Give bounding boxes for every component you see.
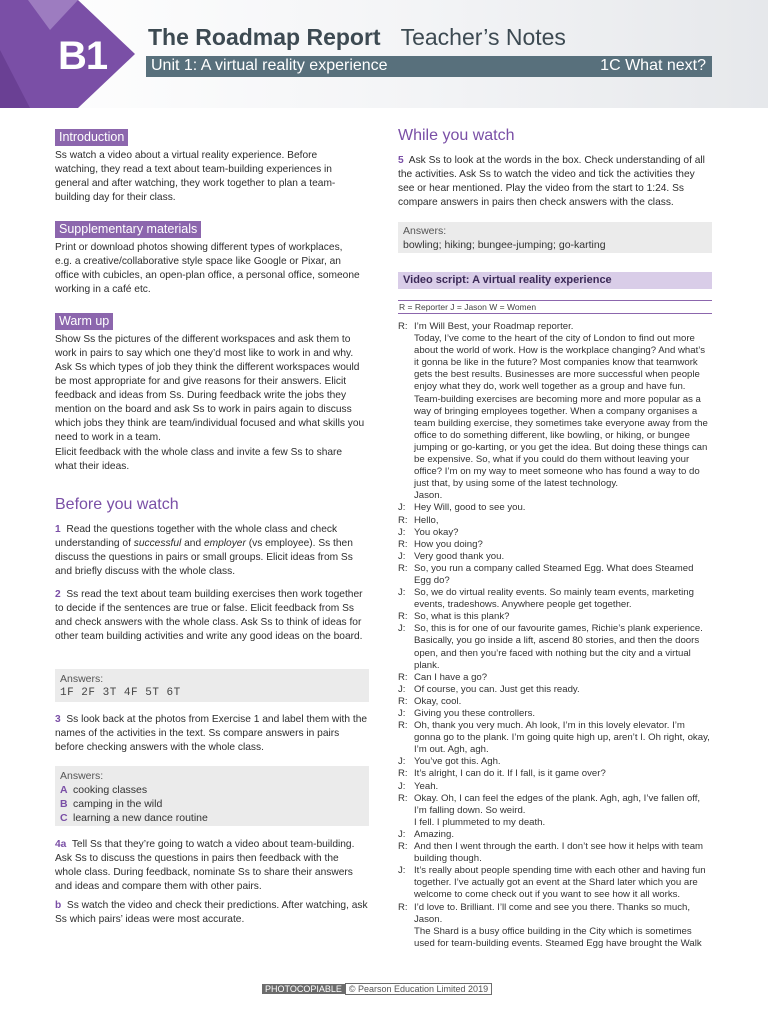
script-text: It’s really about people spending time with each other and having fun together. I’ve actually got an event at the Shard later which you are welcome to come check out if you want to see how it all works. (414, 865, 706, 901)
script-line (398, 902, 712, 926)
script-line (398, 502, 712, 514)
script-line (398, 708, 712, 720)
script-line (398, 781, 712, 793)
speaker-label: J: (398, 865, 406, 877)
speaker-label: R: (398, 514, 408, 526)
script-line (398, 587, 712, 611)
script-text: Yeah. (414, 780, 439, 792)
unit-title: Unit 1: A virtual reality experience (151, 57, 388, 74)
video-script (398, 321, 712, 950)
script-text: Oh, thank you very much. Ah look, I’m in this lovely elevator. I’m gonna go to the plank. I’m going quite high up, aren’t I. Oh right, okay, I’m out. Agh, agh. (414, 720, 710, 756)
speaker-label: J: (398, 587, 406, 599)
script-line (398, 672, 712, 684)
script-text: And then I went through the earth. I don’t see how it helps with team building though. (414, 841, 704, 865)
speaker-label: R: (398, 792, 408, 804)
exercise-2-number: 2 (55, 589, 61, 600)
script-line (398, 841, 712, 865)
script-text: Okay. Oh, I can feel the edges of the plank. Agh, agh, I’ve fallen off, I’m falling down. So weird. (414, 792, 701, 816)
script-line (398, 696, 712, 708)
speaker-label: J: (398, 623, 406, 635)
speaker-label: J: (398, 550, 406, 562)
script-text: Amazing. (414, 828, 454, 840)
script-line (398, 817, 712, 829)
script-line (398, 321, 712, 333)
before-you-watch-heading: Before you watch (55, 496, 179, 513)
script-text: It’s alright, I can do it. If I fall, is it game over? (414, 768, 606, 780)
answers-label: Answers: (60, 673, 104, 685)
script-text: Can I have a go? (414, 671, 488, 683)
lesson-label: 1C What next? (600, 57, 706, 74)
script-line (398, 551, 712, 563)
script-text: Hello, (414, 514, 439, 526)
speaker-key: R = Reporter J = Jason W = Women (398, 300, 712, 314)
script-line (398, 684, 712, 696)
script-line (398, 793, 712, 817)
supplementary-text: Print or download photos showing different types of workplaces, e.g. a creative/collaborative style space like Google or Pixar, an office with cubicles, an open-plan office, a personal office, someone working in a café etc. (55, 242, 360, 295)
video-script-title: Video script: A virtual reality experience (398, 272, 712, 289)
script-line (398, 563, 712, 587)
speaker-label (398, 926, 414, 950)
page-title (148, 24, 566, 51)
script-line (398, 623, 712, 671)
exercise-4a-number: 4a (55, 839, 67, 850)
speaker-label: J: (398, 780, 406, 792)
speaker-label: R: (398, 695, 408, 707)
script-text: Jason. (414, 490, 443, 502)
introduction-text: Ss watch a video about a virtual reality experience. Before watching, they read a text about team-building experiences in general and after watching, they work together to plan a team-building day for their class. (55, 150, 336, 203)
speaker-label: J: (398, 708, 406, 719)
exercise-4b-number: b (55, 900, 62, 911)
exercise-3: 3 Ss look back at the photos from Exercise 1 and label them with the names of the activities in the text. Ss compare answers in pairs before checking answers with the whole class. (55, 714, 368, 753)
script-text: So, you run a company called Steamed Egg. What does Steamed Egg do? (414, 562, 694, 586)
answers-2-values: 1F 2F 3T 4F 5T 6T (60, 687, 181, 699)
script-text: Very good thank you. (414, 550, 505, 562)
answers-5-values: bowling; hiking; bungee-jumping; go-karting (403, 239, 606, 251)
answer-item: C learning a new dance routine (60, 812, 208, 824)
speaker-label: J: (398, 828, 406, 840)
script-text: So, we do virtual reality events. So mainly team events, marketing events, tradeshows. Anywhere people get together. (414, 587, 694, 611)
speaker-label (398, 817, 414, 829)
speaker-label: J: (398, 756, 406, 768)
notes-subtitle: Teacher’s Notes (400, 24, 566, 50)
exercise-3-number: 3 (55, 714, 61, 725)
warmup-text-2: Elicit feedback with the whole class and invite a few Ss to share what their ideas. (55, 447, 343, 472)
warmup-tag: Warm up (55, 313, 113, 330)
script-text: How you doing? (414, 538, 483, 550)
script-line (398, 539, 712, 551)
script-line (398, 333, 712, 490)
script-line (398, 926, 712, 950)
script-text: So, this is for one of our favourite games, Richie’s plank experience. Basically, you go inside a lift, ascend 80 stories, and then the doors open, and then you’re faced with nothing but the city and a virtual plank. (414, 623, 703, 671)
script-text: Okay, cool. (414, 695, 462, 707)
script-text: I fell. I plummeted to my death. (414, 816, 546, 828)
script-line (398, 865, 712, 901)
script-text: You okay? (414, 526, 459, 538)
script-line (398, 720, 712, 756)
answers-box-3 (55, 766, 369, 826)
warmup-text: Show Ss the pictures of the different workspaces and ask them to work in pairs to say which one they’d most like to work in and why. Ask Ss which types of job they think the different workspaces would be most appropriate for and give reasons for their answers. Elicit feedback and ideas from Ss. During feedback write the jobs they mention on the board and ask Ss to work in pairs again to discuss which jobs they think are team/individual focused and what skills you need to work in a team. (55, 334, 365, 443)
exercise-4b: b Ss watch the video and check their predictions. After watching, ask Ss which pairs’ ideas were most accurate. (55, 900, 368, 925)
exercise-1-number: 1 (55, 524, 61, 535)
level-badge: B1 (58, 34, 108, 78)
script-text: Hey Will, good to see you. (414, 502, 526, 514)
answers-box-5 (398, 222, 712, 253)
exercise-2: 2 Ss read the text about team building exercises then work together to decide if the sentences are true or false. Elicit feedback from Ss and check answers with the whole class. Ask Ss to think of ideas for other team building activities and write any good ideas on the board. (55, 589, 363, 642)
copyright-text: © Pearson Education Limited 2019 (345, 983, 492, 995)
speaker-label: R: (398, 562, 408, 574)
speaker-label: R: (398, 538, 408, 550)
exercise-5: 5 Ask Ss to look at the words in the box. Check understanding of all the activities. Ask Ss to watch the video and tick the activities they see or hear mentioned. Play the video from the start to 1:24. Ss compare answers in pairs then check answers with the class. (398, 155, 705, 208)
answers-label: Answers: (403, 225, 447, 237)
script-text: Today, I’ve come to the heart of the city of London to find out more about the world of work. How is the workplace changing? And what’s it gonna be like in the future? Most companies know that teamwork gets the best results. Businesses are more successful when people enjoy what they do, work well together as a group and have fun. Team-building exercises are becoming more and more popular as a way of bringing employees together. When a company organises a team building exercise, they sometimes take everyone away from the office to do something different, like bowling, or hiking, or bungee jumping or go-karting, or you get the idea. But doing these things can be expensive. So, what if you could do them without leaving your office? I’m on my way to meet someone who has found a way to do just that, by using some of the latest technology. (414, 333, 708, 490)
script-line (398, 490, 712, 502)
speaker-label: R: (398, 768, 408, 780)
script-text: You’ve got this. Agh. (414, 756, 501, 768)
speaker-label: R: (398, 720, 408, 732)
unit-bar (146, 56, 712, 77)
speaker-label: R: (398, 611, 408, 623)
speaker-label: J: (398, 502, 406, 514)
script-text: Of course, you can. Just get this ready. (414, 683, 580, 695)
script-text: So, what is this plank? (414, 611, 510, 623)
script-line (398, 756, 712, 768)
introduction-tag: Introduction (55, 129, 128, 146)
script-text: The Shard is a busy office building in the City which is sometimes used for team-building events. Steamed Egg have brought the Walk (414, 925, 702, 949)
exercise-1: 1 Read the questions together with the whole class and check understanding of successful and employer (vs employee). Ss then discuss the questions in pairs or small groups. Elicit ideas from Ss and briefly discuss with the whole class. (55, 524, 353, 577)
page-header (0, 0, 768, 108)
answers-box-2 (55, 669, 369, 702)
speaker-label (398, 490, 414, 502)
script-text: Giving you these controllers. (414, 708, 536, 719)
while-you-watch-heading: While you watch (398, 127, 515, 144)
speaker-label: R: (398, 841, 408, 853)
script-line (398, 527, 712, 539)
answer-item: A cooking classes (60, 784, 148, 796)
script-line (398, 768, 712, 780)
speaker-label: J: (398, 526, 406, 538)
speaker-label: J: (398, 683, 406, 695)
script-text: I’m Will Best, your Roadmap reporter. (414, 321, 574, 332)
script-line (398, 515, 712, 527)
speaker-label (398, 333, 414, 490)
exercise-4a: 4a Tell Ss that they’re going to watch a video about team-building. Ask Ss to discuss the questions in pairs then feedback with the whole class. During feedback, nominate Ss to share their answers and ideas and compare them with other pairs. (55, 839, 355, 892)
script-line (398, 829, 712, 841)
photocopiable-label: PHOTOCOPIABLE (262, 984, 345, 994)
page-footer (262, 983, 492, 995)
supplementary-tag: Supplementary materials (55, 221, 201, 238)
exercise-5-number: 5 (398, 155, 404, 166)
speaker-label: R: (398, 321, 408, 332)
speaker-label: R: (398, 901, 408, 913)
answers-label: Answers: (60, 770, 104, 782)
speaker-label: R: (398, 671, 408, 683)
script-line (398, 611, 712, 623)
report-title: The Roadmap Report (148, 24, 381, 50)
answer-item: B camping in the wild (60, 798, 163, 810)
script-text: I’d love to. Brilliant. I’ll come and see you there. Thanks so much, Jason. (414, 901, 691, 925)
